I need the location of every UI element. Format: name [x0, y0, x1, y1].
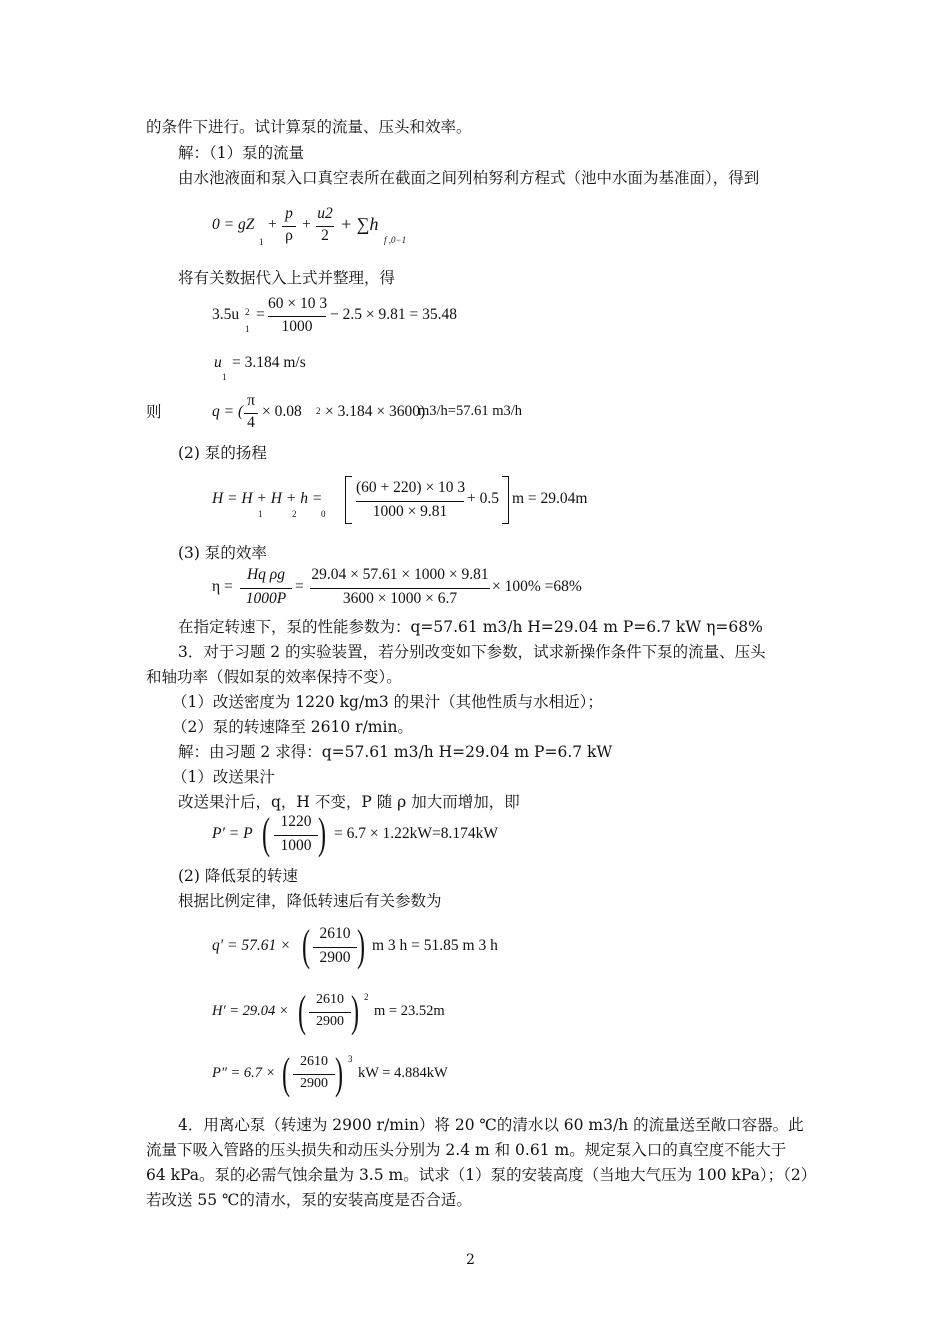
text-line: 流量下吸入管路的压头损失和动压头分别为 2.4 m 和 0.61 m。规定泵入口的真空度不能大于 [146, 1141, 787, 1159]
equation-power-reduced: P″ = 6.7 × ( 2610 2900 ) 3 kW = 4.884kW [212, 1049, 448, 1098]
text-line: 将有关数据代入上式并整理，得 [178, 269, 396, 287]
text-line: (2) 降低泵的转速 [178, 867, 298, 885]
text-line: 则 [146, 403, 162, 421]
equation-efficiency: η = Hq ρg 1000P = 29.04 × 57.61 × 1000 × 9.81 3600 × 1000 × 6.7 × 100% =68% [212, 566, 582, 607]
text-line: 解：（1）泵的流量 [178, 144, 305, 162]
text-line: 64 kPa。泵的必需气蚀余量为 3.5 m。试求（1）泵的安装高度（当地大气压为 100 kPa）；（2） [146, 1166, 817, 1184]
equation-head: H = H + H + h = 1 2 0 (60 + 220) × 10 3 1000 × 9.81 + 0.5 m = 29.04m [212, 476, 592, 526]
text-line: 3．对于习题 2 的实验装置，若分别改变如下参数，试求新操作条件下泵的流量、压头 [178, 643, 766, 661]
text-line: 和轴功率（假如泵的效率保持不变）。 [146, 668, 402, 686]
text-line: 根据比例定律，降低转速后有关参数为 [178, 892, 442, 910]
text-line: 在指定转速下，泵的性能参数为：q=57.61 m3/h H=29.04 m P=6.7 kW η=68% [178, 618, 763, 636]
equation-u1: u 1 = 3.184 m/s [214, 354, 306, 382]
text-line: （1）改送果汁 [172, 768, 275, 786]
text-line: (3) 泵的效率 [178, 544, 267, 562]
equation-flow-rate: q = ( π 4 × 0.08 2 × 3.184 × 3600) m3/h=57.61 m3/h [212, 392, 523, 431]
text-line: 4．用离心泵（转速为 2900 r/min）将 20 ℃的清水以 60 m3/h 的流量送至敞口容器。此 [178, 1116, 804, 1134]
page-number: 2 [466, 1252, 475, 1268]
equation-velocity-square: 3.5u 2 1 = 60 × 10 3 1000 − 2.5 × 9.81 = 35.48 [212, 295, 457, 335]
text-line: （2）泵的转速降至 2610 r/min。 [172, 718, 413, 736]
text-line: （1）改送密度为 1220 kg/m3 的果汁（其他性质与水相近）； [172, 693, 603, 711]
text-line: 改送果汁后，q，H 不变，P 随 ρ 加大而增加，即 [178, 793, 520, 811]
equation-flow-reduced: q′ = 57.61 × ( 2610 2900 ) m 3 h = 51.85 m 3 h [212, 921, 498, 970]
equation-head-reduced: H′ = 29.04 × ( 2610 2900 ) 2 m = 23.52m [212, 987, 445, 1036]
equation-bernoulli: 0 = gZ 1 + p ρ + u2 2 + ∑h f ,0−1 [212, 205, 407, 247]
text-line: 的条件下进行。试计算泵的流量、压头和效率。 [146, 118, 472, 136]
text-line: 解：由习题 2 求得：q=57.61 m3/h H=29.04 m P=6.7 kW [178, 743, 613, 761]
equation-power-juice: P′ = P ( 1220 1000 ) = 6.7 × 1.22kW=8.174kW [212, 809, 498, 858]
text-line: 由水池液面和泵入口真空表所在截面之间列柏努利方程式（池中水面为基准面），得到 [178, 169, 760, 187]
text-line: 若改送 55 ℃的清水，泵的安装高度是否合适。 [146, 1191, 472, 1209]
text-line: (2) 泵的扬程 [178, 444, 267, 462]
